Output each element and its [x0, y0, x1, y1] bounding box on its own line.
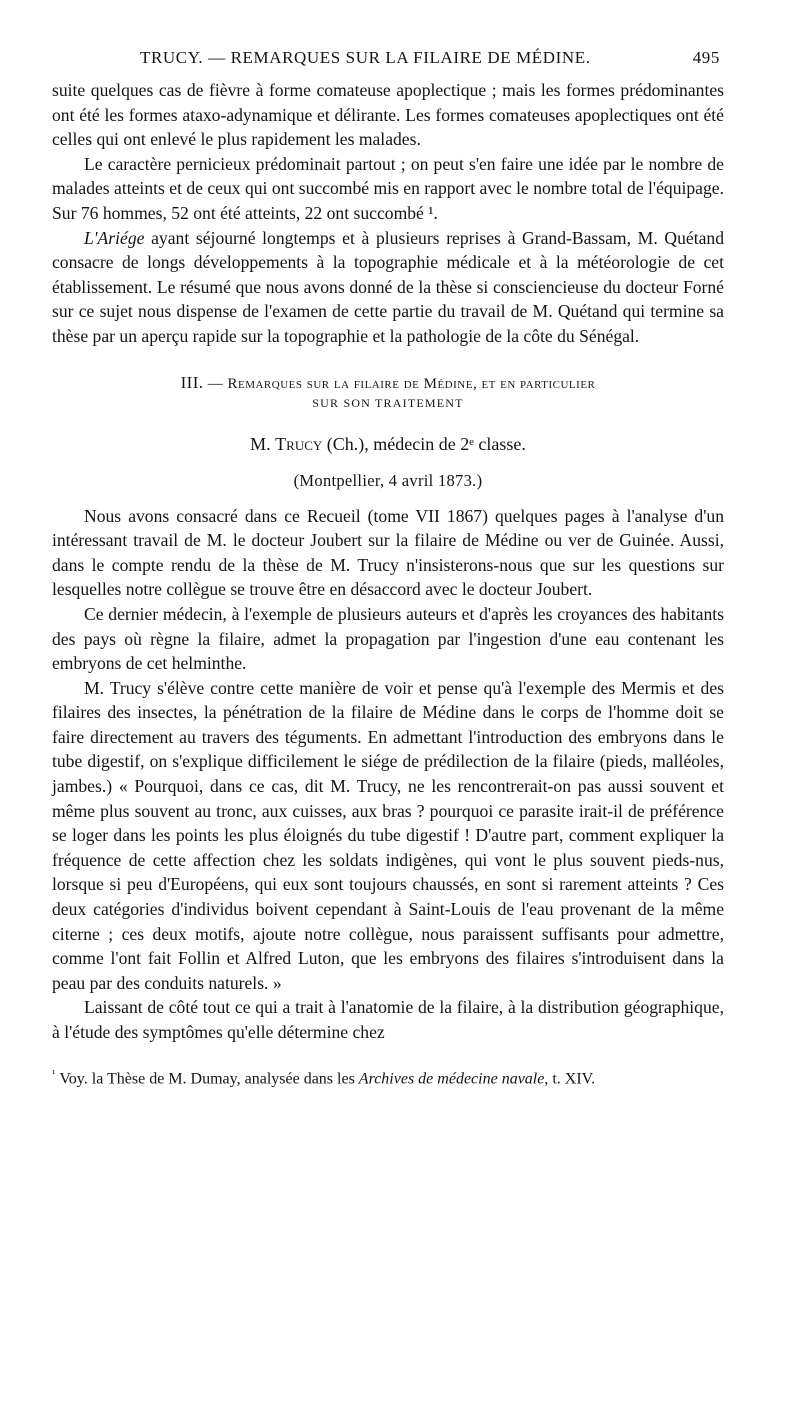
page [52, 48, 724, 1090]
footnote-mark: ¹ [52, 1067, 56, 1080]
author-title: (Ch.), médecin de 2ᵉ classe. [322, 433, 526, 454]
paragraph-ariege [52, 226, 724, 349]
paragraph-recueil: Nous avons consacré dans ce Recueil (tome VII 1867) quelques pages à l'analyse d'un intéressant travail de M. le docteur Joubert sur la filaire de Médine ou ver de Guinée. Aussi, dans le compte rendu de la thèse de M. Trucy n'insisterons-nous que sur les questions sur lesquelles notre collègue se trouve être en désaccord avec le docteur Joubert. [52, 505, 724, 600]
ship-name: L'Ariége [84, 227, 145, 248]
footnote-journal: Archives de médecine navale [358, 1069, 545, 1087]
paragraph-continuation: suite quelques cas de fièvre à forme comateuse apoplectique ; mais les formes prédominantes ont été les formes ataxo-adynamique et délirante. Les formes comateuses apoplectiques ont été celles qui ont enlevé le plus rapidement les malades. [52, 80, 724, 150]
section-subtitle: SUR SON TRAITEMENT [312, 395, 464, 410]
footnote-tail: , t. XIV. [544, 1069, 596, 1087]
running-head [140, 48, 720, 72]
author-initial: M. [250, 433, 271, 454]
ariege-text: ayant séjourné longtemps et à plusieurs reprises à Grand-Bassam, M. Quétand consacre de longs développements à la topographie médicale et à la météorologie de cet établissement. Le résumé que nous avons donné de la thèse si consciencieuse du docteur Forné sur ce sujet nous dispense de l'examen de cette partie du travail de M. Quétand qui termine sa thèse par un aperçu rapide sur la topographie et la pathologie de la côte du Sénégal. [52, 227, 724, 346]
paragraph-trucy-argument: M. Trucy s'élève contre cette manière de voir et pense qu'à l'exemple des Mermis et des filaires des insectes, la pénétration de la filaire de Médine dans le corps de l'homme doit se faire directement au travers des téguments. En admettant l'introduction des embryons dans le tube digestif, on s'explique difficilement le siége de prédilection de la filaire (pieds, malléoles, jambes.) « Pourquoi, dans ce cas, dit M. Trucy, ne les rencontrerait-on pas aussi souvent et même plus souvent au tronc, aux cuisses, aux bras ? pourquoi ce parasite irait-il de préférence se loger dans les points les plus éloignés du tube digestif ! D'autre part, comment expliquer la fréquence de cette affection chez les soldats indigènes, qui vont le plus souvent pieds-nus, lorsque si peu d'Européens, qui eux sont toujours chaussés, en sont si rarement atteints ? Ces deux catégories d'individus boivent cependant à Saint-Louis de l'eau provenant de la même citerne ; ces deux motifs, ajoute notre collègue, nous paraissent suffisants pour admettre, comme l'ont fait Follin et Alfred Luton, que les embryons des filaires s'introduisent dans la peau par des conduits naturels. » [52, 677, 724, 993]
author-name: Trucy [275, 433, 323, 454]
section-number: III. [180, 372, 204, 392]
footnote-text: Voy. la Thèse de M. Dumay, analysée dans les [59, 1069, 359, 1087]
section-heading [52, 373, 724, 394]
section-body [52, 504, 724, 1045]
running-head-title: TRUCY. — REMARQUES SUR LA FILAIRE DE MÉDINE. [140, 48, 591, 67]
author-line [52, 432, 724, 456]
page-number: 495 [692, 48, 720, 67]
paragraph-joubert: Ce dernier médecin, à l'exemple de plusieurs auteurs et d'après les croyances des habitants des pays où règne la filaire, admet la propagation par l'ingestion d'une eau contenant les embryons de cet helminthe. [52, 603, 724, 674]
paragraph-pernicious: Le caractère pernicieux prédominait partout ; on peut s'en faire une idée par le nombre de malades atteints et de ceux qui ont succombé mis en rapport avec le nombre total de l'équipage. Sur 76 hommes, 52 ont été atteints, 22 ont succombé ¹. [52, 153, 724, 223]
footnote [52, 1063, 724, 1090]
article-body [52, 78, 724, 1090]
paragraph-laissant: Laissant de côté tout ce qui a trait à l'anatomie de la filaire, à la distribution géographique, à l'étude des symptômes qu'elle détermine chez [52, 997, 724, 1042]
section-title: — Remarques sur la filaire de Médine, et en particulier [207, 375, 596, 392]
place-date: (Montpellier, 4 avril 1873.) [293, 470, 483, 490]
